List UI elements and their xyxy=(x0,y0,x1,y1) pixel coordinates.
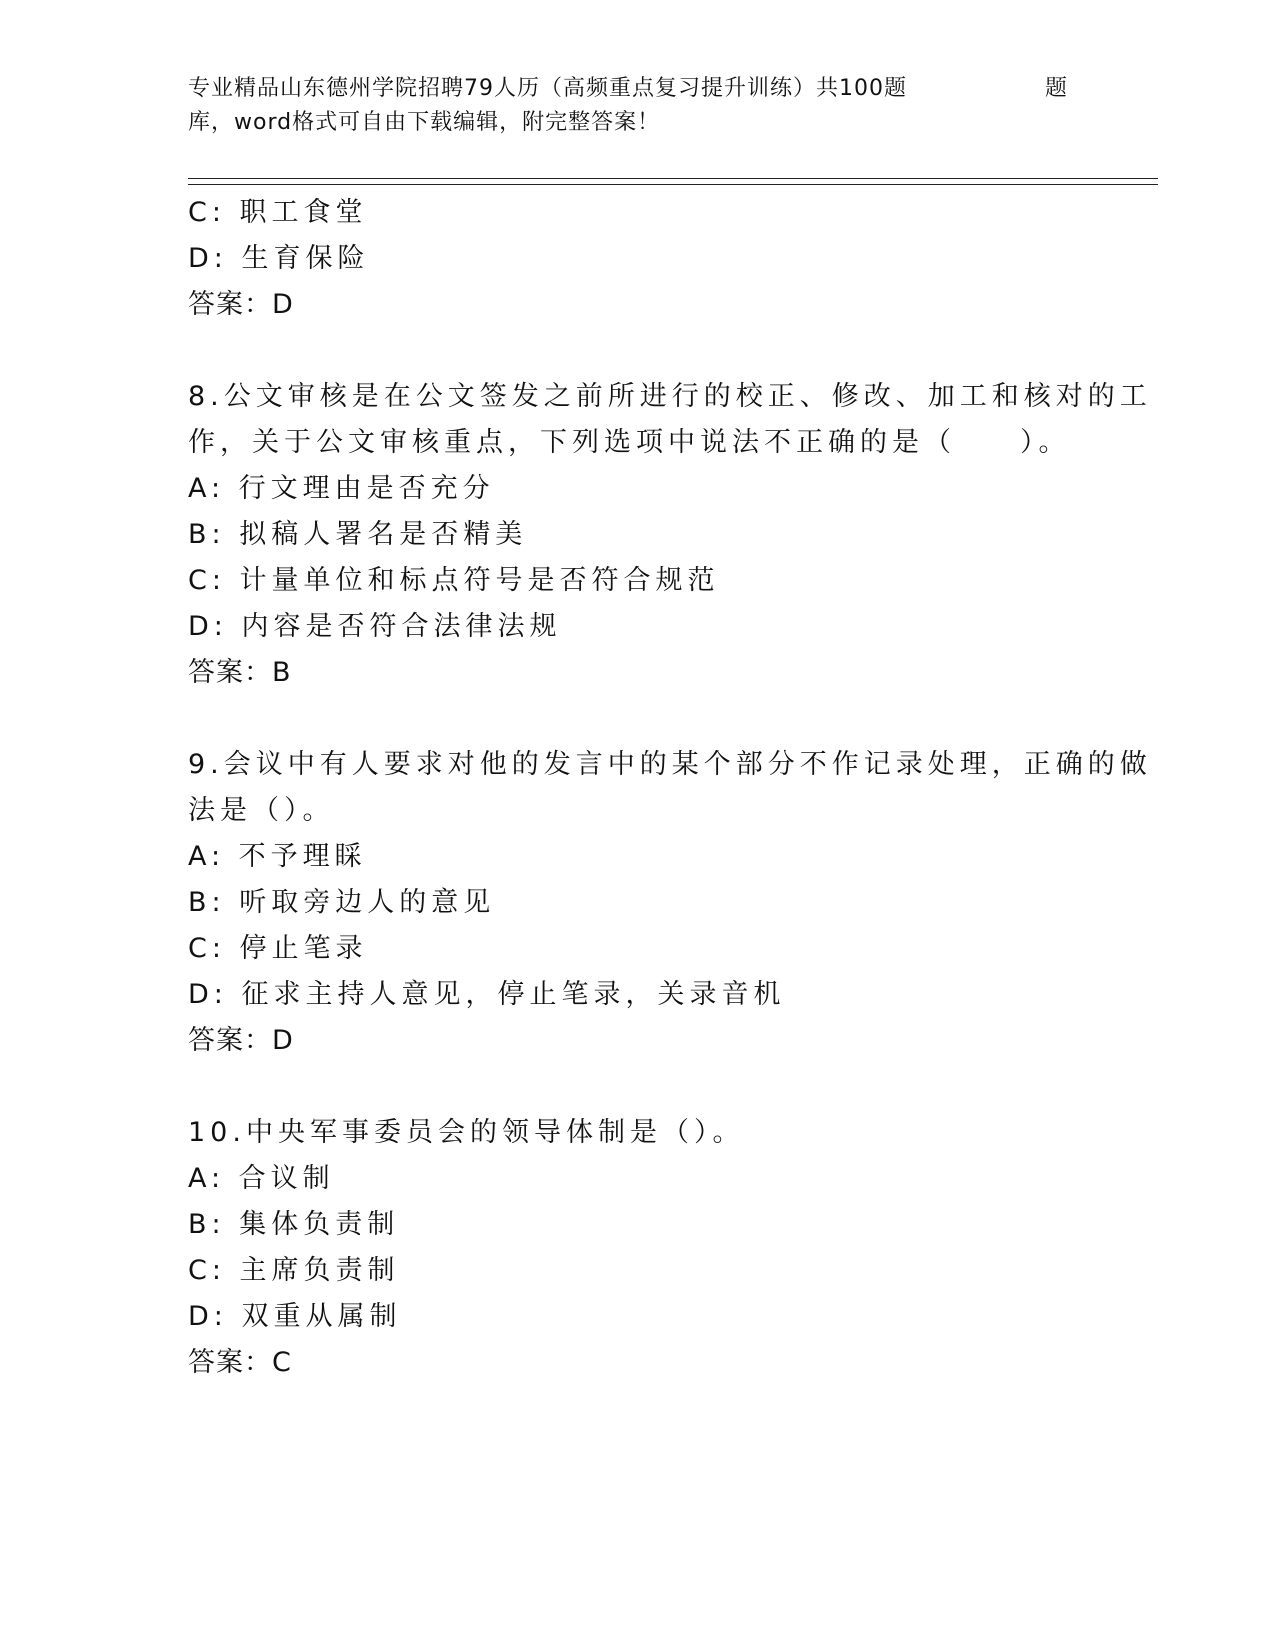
option-d: D: 双重从属制 xyxy=(188,1301,402,1332)
option-b: B: 听取旁边人的意见 xyxy=(188,887,496,918)
question-stem-line-1: 9.会议中有人要求对他的发言中的某个部分不作记录处理，正确的做 xyxy=(188,749,1152,780)
option-b: B: 拟稿人署名是否精美 xyxy=(188,519,528,550)
document-header xyxy=(188,72,1068,140)
question-10 xyxy=(188,1110,1088,1386)
option-d: D: 生育保险 xyxy=(188,243,370,274)
option-a: A: 合议制 xyxy=(188,1163,335,1194)
question-stem-line-2: 作，关于公文审核重点，下列选项中说法不正确的是（ ）。 xyxy=(188,427,1071,458)
answer-line: 答案：C xyxy=(188,1347,292,1378)
option-c: C: 职工食堂 xyxy=(188,197,368,228)
answer-line: 答案：D xyxy=(188,289,294,320)
question-stem-line-2: 法是（）。 xyxy=(188,795,335,826)
question-7-tail xyxy=(188,190,1088,328)
option-b: B: 集体负责制 xyxy=(188,1209,400,1240)
document-body xyxy=(188,190,1152,1386)
header-title-tail: 题 xyxy=(1044,76,1068,101)
option-d: D: 征求主持人意见，停止笔录，关录音机 xyxy=(188,979,786,1010)
option-c: C: 计量单位和标点符号是否符合规范 xyxy=(188,565,720,596)
header-divider xyxy=(188,178,1158,185)
question-8 xyxy=(188,374,1152,696)
header-title-text: 专业精品山东德州学院招聘79人历（高频重点复习提升训练）共100题 xyxy=(188,76,907,101)
option-d: D: 内容是否符合法律法规 xyxy=(188,611,562,642)
option-a: A: 行文理由是否充分 xyxy=(188,473,495,504)
option-c: C: 主席负责制 xyxy=(188,1255,400,1286)
question-stem-line-1: 8.公文审核是在公文签发之前所进行的校正、修改、加工和核对的工 xyxy=(188,381,1152,412)
header-line-1 xyxy=(188,72,1068,106)
header-line-2: 库，word格式可自由下载编辑，附完整答案！ xyxy=(188,110,661,135)
spacer xyxy=(188,1064,1088,1110)
question-9 xyxy=(188,742,1152,1064)
option-a: A: 不予理睬 xyxy=(188,841,367,872)
question-stem-line-1: 10.中央军事委员会的领导体制是（）。 xyxy=(188,1117,745,1148)
answer-line: 答案：B xyxy=(188,657,292,688)
spacer xyxy=(188,328,1088,374)
answer-line: 答案：D xyxy=(188,1025,294,1056)
option-c: C: 停止笔录 xyxy=(188,933,368,964)
spacer xyxy=(188,696,1088,742)
